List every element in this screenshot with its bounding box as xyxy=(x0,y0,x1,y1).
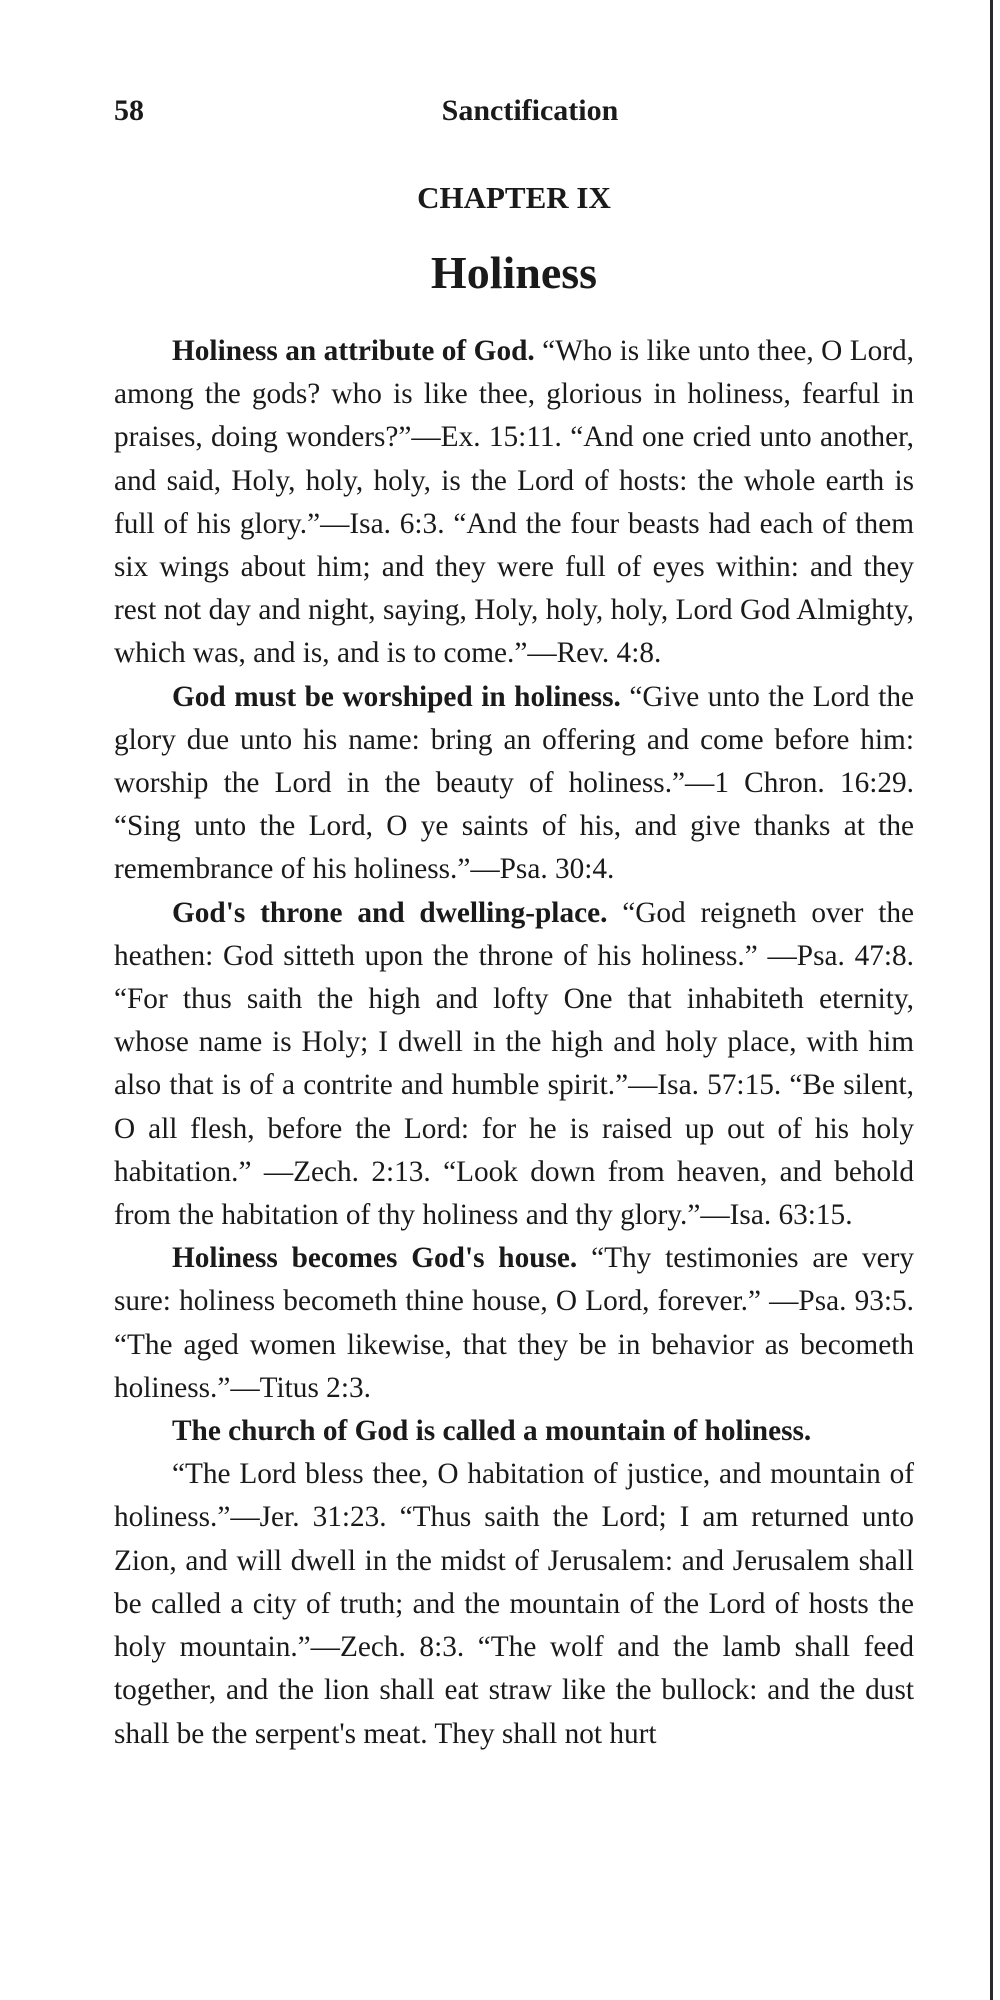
paragraph-text: “Thy testimonies are very sure: holiness becometh thine house, O Lord, forever.” —Psa. 93:5. “The aged women likewise, that they be in behavior as becometh holiness.”—Titus 2:3. xyxy=(114,1242,915,1404)
paragraph-lead: God must be worshiped in holiness. xyxy=(172,680,621,713)
chapter-title: Holiness xyxy=(430,247,598,298)
paragraph-mountain-of-holiness-heading xyxy=(114,1410,914,1453)
page-edge-line xyxy=(990,0,993,2000)
paragraph-lead: Holiness an attribute of God. xyxy=(172,335,535,367)
paragraph-mountain-of-holiness-text xyxy=(114,1453,914,1755)
page-number: 58 xyxy=(114,94,144,127)
paragraph-attribute-of-god xyxy=(114,330,914,676)
paragraph-holiness-becomes-house xyxy=(114,1237,914,1410)
body-text xyxy=(114,330,914,1756)
paragraph-lead: The church of God is called a mountain of holiness. xyxy=(172,1415,812,1448)
chapter-label: CHAPTER IX xyxy=(417,180,611,215)
paragraph-text: “Who is like unto thee, O Lord, among the gods? who is like thee, glorious in holiness, fearful in praises, doing wonders?”—Ex. 15:11. “And one cried unto another, and said, Holy, holy, holy, is the Lord of hosts: the whole earth is full of his glory.”—Isa. 6:3. “And the four beasts had each of them six wings about him; and they were full of eyes within: and they rest not day and night, saying, Holy, holy, holy, Lord God Almighty, which was, and is, and is to come.”—Rev. 4:8. xyxy=(114,335,915,670)
paragraph-throne-dwelling-place xyxy=(114,892,914,1238)
paragraph-lead: God's throne and dwelling-place. xyxy=(172,896,608,929)
paragraph-text: “God reigneth over the heathen: God sitteth upon the throne of his holiness.” —Psa. 47:8. “For thus saith the high and lofty One that inhabiteth eternity, whose name is Holy; I dwell in the high and holy place, with him also that is of a contrite and humble spirit.”—Isa. 57:15. “Be silent, O all flesh, before the Lord: for he is raised up out of his holy habitation.” —Zech. 2:13. “Look down from heaven, and behold from the habitation of thy holiness and thy glory.”—Isa. 63:15. xyxy=(114,896,914,1232)
paragraph-text: “The Lord bless thee, O habitation of justice, and mountain of holiness.”—Jer. 31:23. “Thus saith the Lord; I am returned unto Zion, and will dwell in the midst of Jerusalem: and Jerusalem shall be called a city of truth; and the mountain of the Lord of hosts the holy mountain.”—Zech. 8:3. “The wolf and the lamb shall feed together, and the lion shall eat straw like the bullock: and the dust shall be the serpent's meat. They shall not hurt xyxy=(114,1458,914,1750)
paragraph-lead: Holiness becomes God's house. xyxy=(172,1242,578,1275)
paragraph-text: “Give unto the Lord the glory due unto his name: bring an offering and come before him: worship the Lord in the beauty of holiness.”—1 Chron. 16:29. “Sing unto the Lord, O ye saints of his, and give thanks at the remembrance of his holiness.”—Psa. 30:4. xyxy=(114,680,914,886)
running-title: Sanctification xyxy=(441,94,619,127)
running-header xyxy=(114,94,914,134)
paragraph-worship-in-holiness xyxy=(114,676,914,892)
